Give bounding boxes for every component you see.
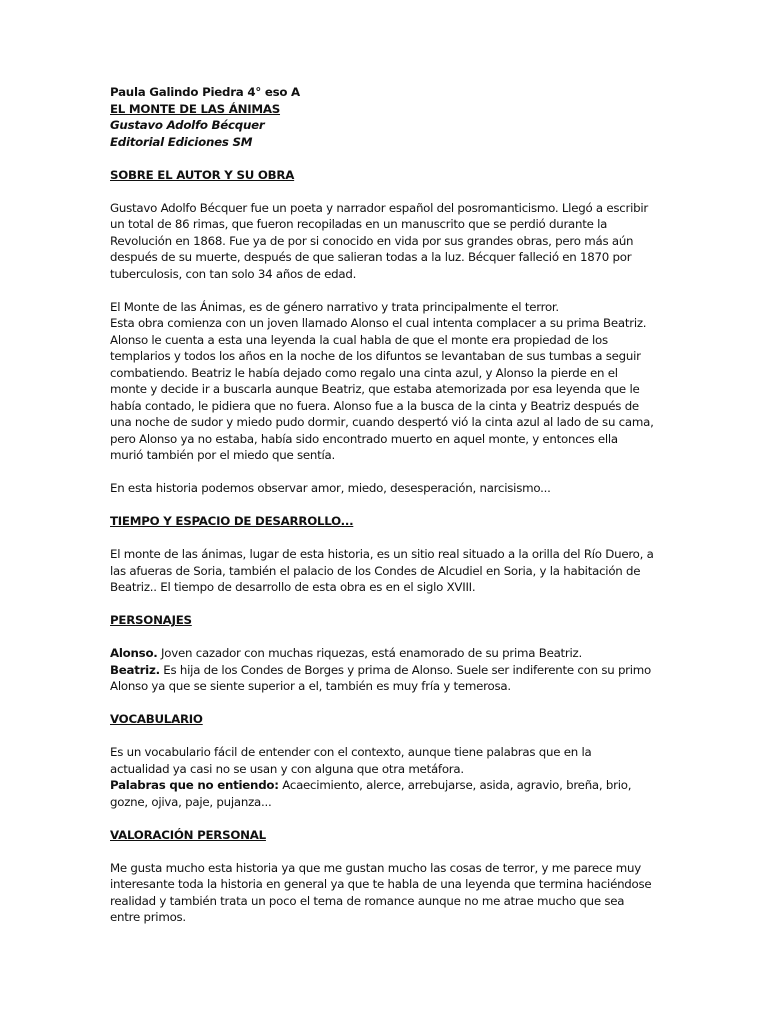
text-line: las afueras de Soria, también el palacio de los Condes de Alcudiel en Soria, y la habitación de [110,563,641,578]
text-line: Me gusta mucho esta historia ya que me gustan mucho las cosas de terror, y me parece muy [110,860,641,875]
text-line: gozne, ojiva, paje, pujanza... [110,794,272,809]
text-line: Es un vocabulario fácil de entender con el contexto, aunque tiene palabras que en la [110,745,592,759]
section-heading-valoracion: VALORACIÓN PERSONAL [110,827,266,842]
student-line: Paula Galindo Piedra 4° eso A [110,85,300,99]
text-line: murió también por el miedo que sentía. [110,448,335,462]
words-list: Acaecimiento, alerce, arrebujarse, asida, agravio, breña, brio, [278,778,632,792]
text-line: una noche de sudor y miedo pudo dormir, cuando despertó vió la cinta azul al lado de su cama, [110,415,654,429]
section-heading-personajes: PERSONAJES [110,613,192,627]
text-line: Gustavo Adolfo Bécquer fue un poeta y narrador español del posromanticismo. Llegó a escribir [110,200,649,215]
text-line: Esta obra comienza con un joven llamado Alonso el cual intenta complacer a su prima Beatriz. [110,316,647,330]
text-line: monte y decide ir a buscarla aunque Beatriz, que estaba atemorizada por esa leyenda que le [110,382,640,396]
paragraph-autor-1 [110,200,660,283]
character-name: Beatriz. [110,662,160,677]
section-heading-autor: SOBRE EL AUTOR Y SU OBRA [110,167,295,182]
text-line: actualidad ya casi no se usan y con alguna que otra metáfora. [110,761,464,776]
text-line: templarios y todos los años en la noche de los difuntos se levantaban de sus tumbas a seguir [110,349,641,363]
paragraph-vocabulario [110,744,660,810]
paragraph-autor-3: En esta historia podemos observar amor, miedo, desesperación, narcisismo... [110,481,551,495]
text-line: pero Alonso ya no estaba, había sido encontrado muerto en aquel monte, y entonces ella [110,431,618,446]
section-heading-vocabulario: VOCABULARIO [110,712,203,726]
paragraph-personajes [110,645,660,695]
character-name: Alonso. [110,646,158,660]
character-desc: Es hija de los Condes de Borges y prima de Alonso. Suele ser indiferente con su primo [159,662,652,677]
paragraph-autor-2 [110,299,660,464]
text-line: tuberculosis, con tan solo 34 años de edad. [110,266,357,281]
paragraph-tiempo [110,546,660,596]
paragraph-valoracion [110,860,660,926]
text-line: había contado, le pidiera que no fuera. Alonso fue a la busca de la cinta y Beatriz después de [110,398,639,413]
publisher: Editorial Ediciones SM [110,134,253,149]
text-line: El monte de las ánimas, lugar de esta historia, es un sitio real situado a la orilla del Río Duero, a [110,547,654,561]
words-label: Palabras que no entiendo: [110,778,279,792]
text-line: entre primos. [110,910,186,924]
text-line: Alonso le cuenta a esta una leyenda la cual habla de que el monte era propiedad de los [110,332,608,347]
text-line: combatiendo. Beatriz le había dejado como regalo una cinta azul, y Alonso la pierde en el [110,365,618,380]
text-line: Beatriz.. El tiempo de desarrollo de esta obra es en el siglo XVIII. [110,580,476,594]
text-line: Alonso ya que se siente superior a el, también es muy fría y temerosa. [110,679,511,693]
section-heading-tiempo: TIEMPO Y ESPACIO DE DESARROLLO... [110,514,354,528]
text-line: un total de 86 rimas, que fueron recopiladas en un manuscrito que se perdió durante la [110,217,608,231]
text-line: El Monte de las Ánimas, es de género narrativo y trata principalmente el terror. [110,299,559,314]
text-line: realidad y también trata un poco el tema de romance aunque no me atrae mucho que sea [110,893,625,908]
book-title: EL MONTE DE LAS ÁNIMAS [110,101,281,116]
words-line [110,777,660,794]
text-line: después de su muerte, después de que salieran todas a la luz. Bécquer falleció en 1870 por [110,250,632,264]
character-desc: Joven cazador con muchas riquezas, está enamorado de su prima Beatriz. [157,646,583,660]
document-body [110,84,660,926]
character-alonso [110,645,660,662]
character-beatriz [110,662,660,679]
book-author: Gustavo Adolfo Bécquer [110,118,265,132]
text-line: interesante toda la historia en general ya que te habla de una leyenda que termina haciéndose [110,877,652,891]
text-line: Revolución en 1868. Fue ya de por si conocido en vida por sus grandes obras, pero más aún [110,233,634,248]
